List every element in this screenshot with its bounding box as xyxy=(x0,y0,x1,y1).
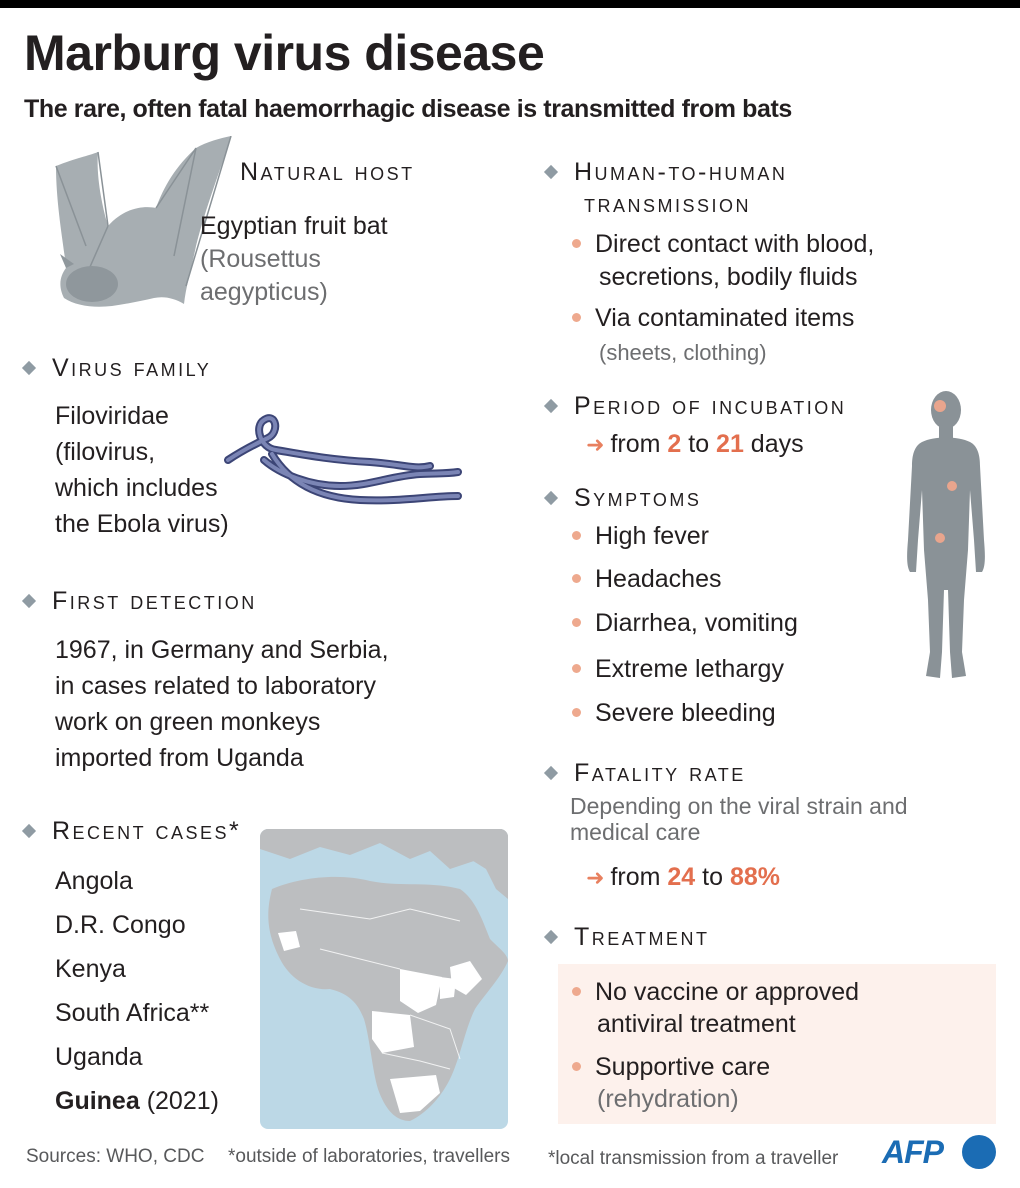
recent-case-item: South Africa** xyxy=(55,999,210,1027)
bullet-dot-icon xyxy=(572,313,581,322)
symptoms-heading: Symptoms xyxy=(546,484,701,513)
virus-family-line: which includes xyxy=(55,474,218,502)
first-detection-line: imported from Uganda xyxy=(55,744,304,772)
virus-family-heading: Virus family xyxy=(24,354,211,383)
diamond-icon xyxy=(544,399,558,413)
transmission-bullet-1-cont: secretions, bodily fluids xyxy=(599,263,858,291)
bullet-dot-icon xyxy=(572,531,581,540)
fatality-heading: Fatality rate xyxy=(546,759,746,788)
diamond-icon xyxy=(544,930,558,944)
bullet-dot-icon xyxy=(572,987,581,996)
diamond-icon xyxy=(544,491,558,505)
transmission-bullet-1: Direct contact with blood, xyxy=(572,230,874,259)
bullet-dot-icon xyxy=(572,618,581,627)
human-silhouette xyxy=(894,390,1000,690)
africa-map xyxy=(260,829,508,1129)
afp-logo-text: AFP xyxy=(882,1134,943,1170)
virus-family-text xyxy=(55,398,229,542)
virus-illustration xyxy=(220,404,470,508)
first-detection-heading: First detection xyxy=(24,587,257,616)
treatment-bullet-1-cont: antiviral treatment xyxy=(597,1010,796,1038)
treatment-bullet-2: Supportive care xyxy=(572,1053,770,1082)
recent-case-item: Kenya xyxy=(55,955,126,983)
footnote-2: *local transmission from a traveller xyxy=(548,1148,839,1169)
first-detection-text xyxy=(55,632,389,776)
symptom-item: Severe bleeding xyxy=(572,699,776,728)
arrow-right-icon: ➜ xyxy=(586,432,605,457)
treatment-bullet-2-note: (rehydration) xyxy=(597,1085,739,1113)
fatality-value: ➜ from 24 to 88% xyxy=(586,863,780,891)
virus-family-line: (filovirus, xyxy=(55,438,156,466)
treatment-heading: Treatment xyxy=(546,923,709,952)
page-title: Marburg virus disease xyxy=(24,25,545,81)
incubation-heading: Period of incubation xyxy=(546,392,846,421)
recent-case-item: Uganda xyxy=(55,1043,143,1071)
bullet-dot-icon xyxy=(572,239,581,248)
symptom-item: High fever xyxy=(572,522,709,551)
natural-host-latin-1: (Rousettus xyxy=(200,245,321,273)
natural-host-heading: Natural host xyxy=(240,158,415,186)
recent-case-item: D.R. Congo xyxy=(55,911,186,939)
diamond-icon xyxy=(544,766,558,780)
incubation-value: ➜ from 2 to 21 days xyxy=(586,430,804,458)
virus-family-line: Filoviridae xyxy=(55,402,169,430)
fatality-note-2: medical care xyxy=(570,819,701,845)
afp-logo xyxy=(882,1134,998,1172)
recent-cases-heading: Recent cases* xyxy=(24,817,241,846)
virus-family-line: the Ebola virus) xyxy=(55,510,229,538)
sources-text: Sources: WHO, CDC xyxy=(26,1146,205,1167)
symptom-item: Diarrhea, vomiting xyxy=(572,609,798,638)
bullet-dot-icon xyxy=(572,1062,581,1071)
natural-host-name: Egyptian fruit bat xyxy=(200,212,388,240)
transmission-bullet-2: Via contaminated items xyxy=(572,304,854,333)
diamond-icon xyxy=(22,594,36,608)
first-detection-line: in cases related to laboratory xyxy=(55,672,377,700)
recent-case-item: Angola xyxy=(55,867,133,895)
footnote-1: *outside of laboratories, travellers xyxy=(228,1146,510,1167)
afp-logo-circle-icon xyxy=(962,1135,996,1169)
top-rule xyxy=(0,0,1020,8)
natural-host-latin-2: aegypticus) xyxy=(200,278,328,306)
symptom-item: Extreme lethargy xyxy=(572,655,784,684)
recent-case-item-guinea: Guinea (2021) xyxy=(55,1087,219,1115)
transmission-bullet-2-note: (sheets, clothing) xyxy=(599,340,767,365)
diamond-icon xyxy=(22,824,36,838)
diamond-icon xyxy=(544,165,558,179)
arrow-right-icon: ➜ xyxy=(586,865,605,890)
transmission-heading-2: transmission xyxy=(584,190,752,218)
bullet-dot-icon xyxy=(572,708,581,717)
page-subtitle: The rare, often fatal haemorrhagic disease is transmitted from bats xyxy=(24,95,792,123)
symptom-item: Headaches xyxy=(572,565,721,594)
first-detection-line: work on green monkeys xyxy=(55,708,321,736)
bullet-dot-icon xyxy=(572,574,581,583)
first-detection-line: 1967, in Germany and Serbia, xyxy=(55,636,389,664)
transmission-heading: Human-to-human xyxy=(546,158,787,187)
treatment-bullet-1: No vaccine or approved xyxy=(572,978,859,1007)
bullet-dot-icon xyxy=(572,664,581,673)
fatality-note-1: Depending on the viral strain and xyxy=(570,793,908,819)
diamond-icon xyxy=(22,361,36,375)
